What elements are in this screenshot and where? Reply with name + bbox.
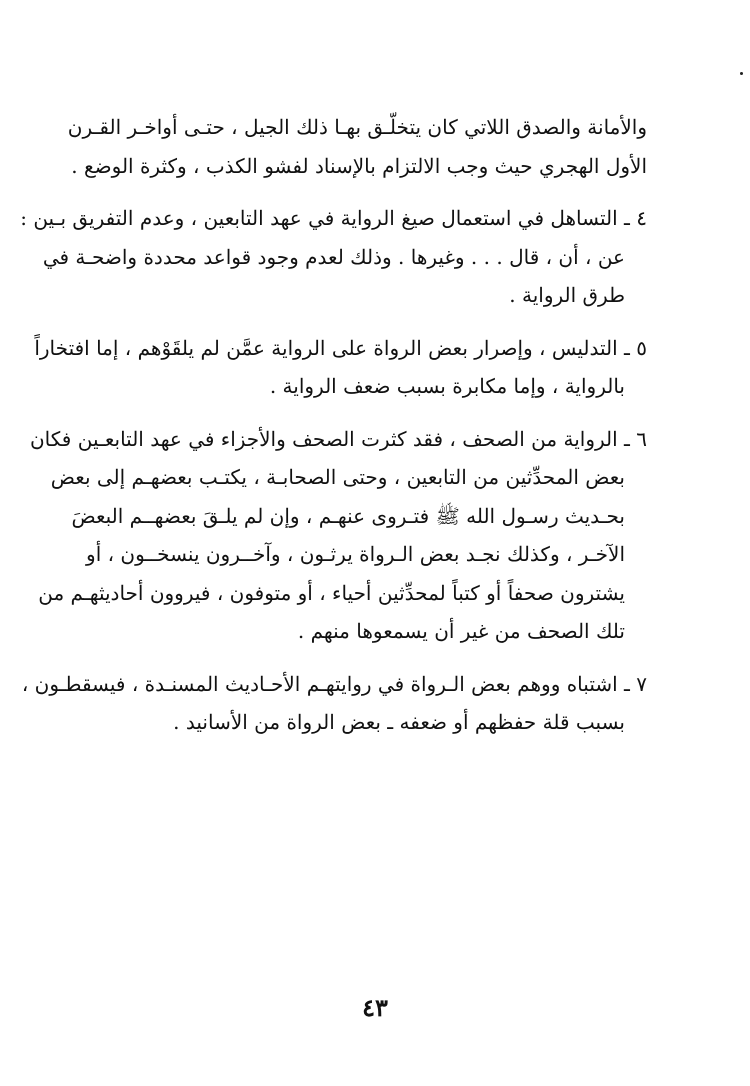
text-line: طرق الرواية . (509, 283, 625, 307)
text-line: بالرواية ، وإما مكابرة بسبب ضعف الرواية . (269, 374, 625, 398)
text-line: ٤ ـ التساهل في استعمال صيغ الرواية في عهد التابعين ، وعدم التفريق بـين : (20, 206, 647, 230)
scan-speck (740, 72, 743, 75)
paragraph-intro (67, 108, 647, 185)
text-line: ٧ ـ اشتباه ووهم بعض الـرواة في روايتهـم الأحـاديث المسنـدة ، فيسقطـون ، (21, 671, 647, 696)
text-line: ٦ ـ الرواية من الصحف ، فقد كثرت الصحف والأجزاء في عهد التابعـين فكان (29, 426, 647, 451)
paragraph-item-4 (20, 199, 647, 315)
text-line: بحـديث رسـول الله ﷺ فتـروى عنهـم ، وإن لم يلـقَ بعضهــم البعضَ (71, 503, 625, 528)
body-text (20, 108, 647, 756)
text-line: بعض المحدِّثين من التابعين ، وحتى الصحابـة ، يكتـب بعضهـم إلى بعض (50, 465, 625, 489)
text-line: ٥ ـ التدليس ، وإصرار بعض الرواة على الرواية عمَّن لم يلقَوْهم ، إما افتخاراً (34, 335, 647, 360)
text-line: تلك الصحف من غير أن يسمعوها منهم . (297, 619, 625, 643)
text-line: والأمانة والصدق اللاتي كان يتخلّـق بهـا ذلك الجيل ، حتـى أواخـر القـرن (67, 115, 647, 139)
text-line: الآخـر ، وكذلك نجـد بعض الـرواة يرثـون ، وآخــرون ينسخــون ، أو (86, 542, 625, 566)
text-line: الأول الهجري حيث وجب الالتزام بالإسناد لفشو الكذب ، وكثرة الوضع . (71, 153, 647, 178)
paragraph-item-5 (34, 329, 647, 406)
paragraph-item-6 (29, 420, 647, 651)
text-line: عن ، أن ، قال . . . وغيرها . وذلك لعدم وجود قواعد محددة واضحـة في (42, 244, 625, 269)
text-line: يشترون صحفاً أو كتباً لمحدِّثين أحياء ، أو متوفون ، فيروون أحاديثهـم من (38, 580, 625, 605)
text-line: بسبب قلة حفظهم أو ضعفه ـ بعض الرواة من الأسانيد . (173, 710, 625, 734)
page-number: ٤٣ (362, 993, 388, 1022)
paragraph-item-7 (21, 665, 647, 742)
